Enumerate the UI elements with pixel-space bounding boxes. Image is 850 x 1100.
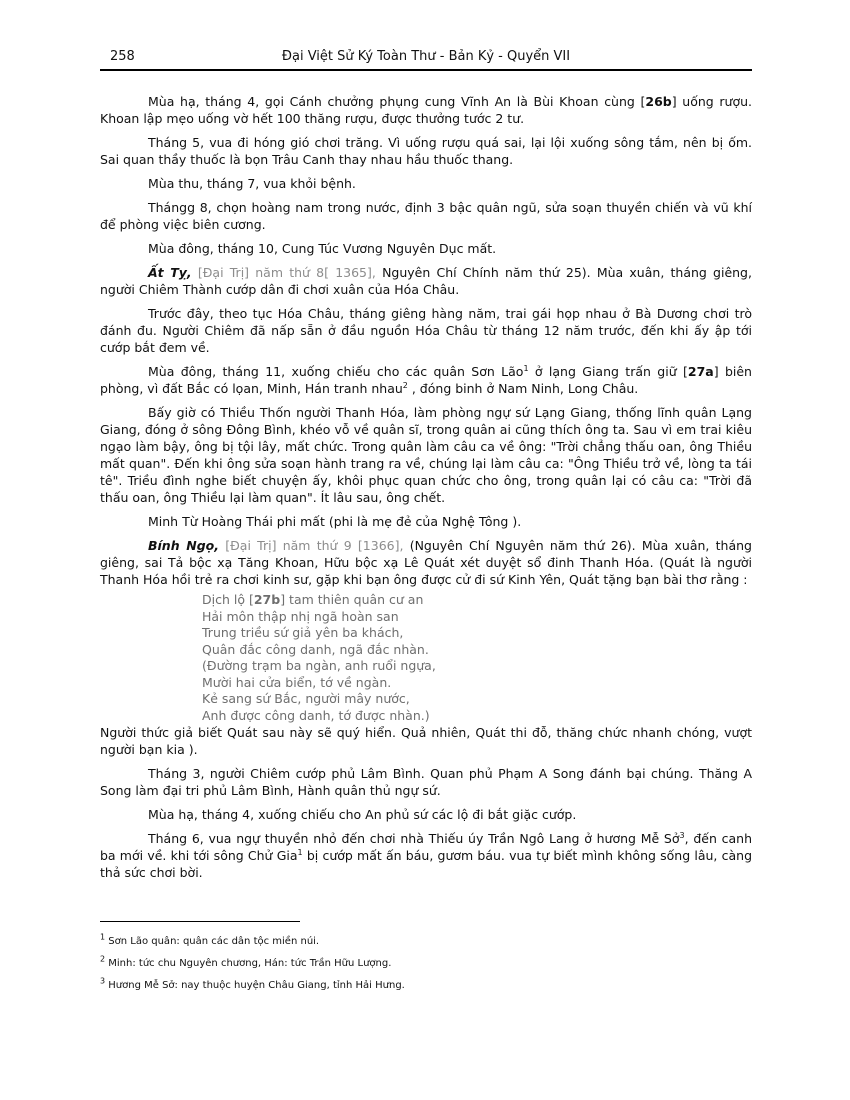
paragraph: Mùa hạ, tháng 4, xuống chiếu cho An phủ sứ các lộ đi bắt giặc cướp. [148, 807, 577, 822]
paragraph: Ất Tỵ, [Đại Trị] năm thứ 8[ 1365], Nguyên Chí Chính năm thứ 25). Mùa xuân, tháng giêng, người Chiêm Thành cướp dân đi chơi xuân của Hóa Châu. [100, 265, 752, 297]
poem-line: Kẻ sang sứ Bắc, người mây nước, [202, 691, 410, 706]
poem-line: Hải môn thập nhị ngã hoàn san [202, 608, 399, 624]
poem [202, 592, 752, 724]
era-note: [Đại Trị] năm thứ 8[ 1365], [197, 265, 376, 280]
year-heading: Bính Ngọ, [148, 538, 219, 553]
paragraph: Trước đây, theo tục Hóa Châu, tháng giêng hàng năm, trai gái họp nhau ở Bà Dương chơi trò đánh đu. Người Chiêm đã nấp sẵn ở đầu nguồn Hóa Châu từ tháng 12 năm trước, đến khi ấy ập tới cướp bắt đem về. [100, 306, 752, 355]
paragraph: Tháng 6, vua ngự thuyền nhỏ đến chơi nhà Thiếu úy Trần Ngô Lang ở hương Mễ Sở$^3$, đến canh ba mới về. khi tới sông Chử Gia$^1$ bị cướp mất ấn báu, gươm báu. vua tự biết mình không sống lâu, càng thả sức chơi bời. [100, 830, 753, 880]
footnote: $^2$ Minh: tức chu Nguyên chương, Hán: tức Trần Hữu Lượng. [100, 954, 392, 969]
page-header [100, 49, 752, 71]
page-ref: 27a [687, 364, 714, 379]
paragraph: Mùa đông, tháng 11, xuống chiếu cho các quân Sơn Lão$^1$ ở lạng Giang trấn giữ [27a] biên phòng, vì đất Bắc có lọan, Minh, Hán tranh nhau$^2$ , đóng binh ở Nam Ninh, Long Châu. [100, 363, 752, 396]
paragraph: Mùa hạ, tháng 4, gọi Cánh chưởng phụng cung Vĩnh An là Bùi Khoan cùng [26b] uống rượu. Khoan lập mẹo uống vờ hết 100 thăng rượu, được thưởng tước 2 tư. [100, 94, 752, 126]
poem-line: (Đường trạm ba ngàn, anh ruổi ngựa, [202, 658, 436, 673]
footnote-marker: 1 [297, 847, 303, 857]
footnote-divider [100, 921, 300, 922]
year-heading: Ất Tỵ, [148, 265, 192, 280]
poem-line: Dịch lộ [27b] tam thiên quân cư an [202, 592, 424, 607]
era-note: [Đại Trị] năm thứ 9 [1366], [225, 538, 404, 553]
paragraph: Bấy giờ có Thiều Thốn người Thanh Hóa, làm phòng ngự sứ Lạng Giang, thống lĩnh quân Lạng Giang, đóng ở sông Đông Bình, khéo vỗ về quân sĩ, trong quân ai cũng thích ông ta. Sau vì em trai kiêu ngạo làm bậy, ông bị tội lây, mất chức. Trong quân làm câu ca về ông: "Trời chẳng thấu oan, ông Thiều mất quan". Đến khi ông sửa soạn hành trang ra về, chúng lại làm câu ca: "Ông Thiều trở về, lòng ta tái tê". Triều đình nghe biết chuyện ấy, khôi phục quan chức cho ông, trong quân lại có câu ca: "Trời đã thấu oan, ông Thiều lại làm quan". Ít lâu sau, ông chết. [100, 405, 752, 505]
body-text [100, 93, 752, 888]
footnote: $^1$ Sơn Lão quân: quân các dân tộc miền núi. [100, 932, 320, 947]
poem-line: Mười hai cửa biển, tớ về ngàn. [202, 674, 392, 690]
poem-line: Trung triều sứ giả yên ba khách, [202, 625, 404, 640]
paragraph: Bính Ngọ, [Đại Trị] năm thứ 9 [1366], (Nguyên Chí Nguyên năm thứ 26). Mùa xuân, tháng giêng, sai Tả bộc xạ Tăng Khoan, Hữu bộc xạ Lê Quát xét duyệt sổ đinh Thanh Hóa. (Quát là người Thanh Hóa hồi trẻ ra chơi kinh sư, gặp khi bạn ông được cử đi sứ Kinh Yên, Quát tặng bạn bài thơ rằng : [100, 538, 752, 587]
footnote-marker: 1 [523, 363, 529, 373]
page-ref: 27b [253, 592, 281, 607]
running-title: Đại Việt Sử Ký Toàn Thư - Bản Kỷ - Quyển VII [281, 49, 571, 64]
paragraph: Minh Từ Hoàng Thái phi mất (phi là mẹ đẻ của Nghệ Tông ). [148, 514, 522, 529]
footnote: $^3$ Hương Mễ Sở: nay thuộc huyện Châu Giang, tỉnh Hải Hưng. [100, 976, 405, 991]
page-ref: 26b [645, 94, 672, 109]
poem-line: Quân đắc công danh, ngã đắc nhàn. [202, 641, 429, 657]
footnote-marker: 3 [679, 830, 685, 840]
paragraph: Thángg 8, chọn hoàng nam trong nước, định 3 bậc quân ngũ, sửa soạn thuyền chiến và vũ khí để phòng việc biên cương. [100, 200, 752, 232]
footnotes [100, 932, 752, 1002]
paragraph: Người thức giả biết Quát sau này sẽ quý hiển. Quả nhiên, Quát thi đỗ, thăng chức nhanh chóng, vượt người bạn kia ). [100, 725, 752, 757]
paragraph: Mùa thu, tháng 7, vua khỏi bệnh. [148, 176, 356, 191]
poem-line: Anh được công danh, tớ được nhàn.) [202, 707, 430, 723]
paragraph: Tháng 3, người Chiêm cướp phủ Lâm Bình. Quan phủ Phạm A Song đánh bại chúng. Thăng A Song làm đại tri phủ Lâm Bình, Hành quân thủ ngự sứ. [100, 766, 752, 798]
page-number: 258 [110, 49, 135, 64]
paragraph: Tháng 5, vua đi hóng gió chơi trăng. Vì uống rượu quá sai, lại lội xuống sông tắm, nên bị ốm. Sai quan thầy thuốc là bọn Trâu Canh thay nhau hầu thuốc thang. [100, 135, 752, 167]
footnote-marker: 2 [402, 380, 408, 390]
paragraph: Mùa đông, tháng 10, Cung Túc Vương Nguyên Dục mất. [148, 241, 497, 256]
